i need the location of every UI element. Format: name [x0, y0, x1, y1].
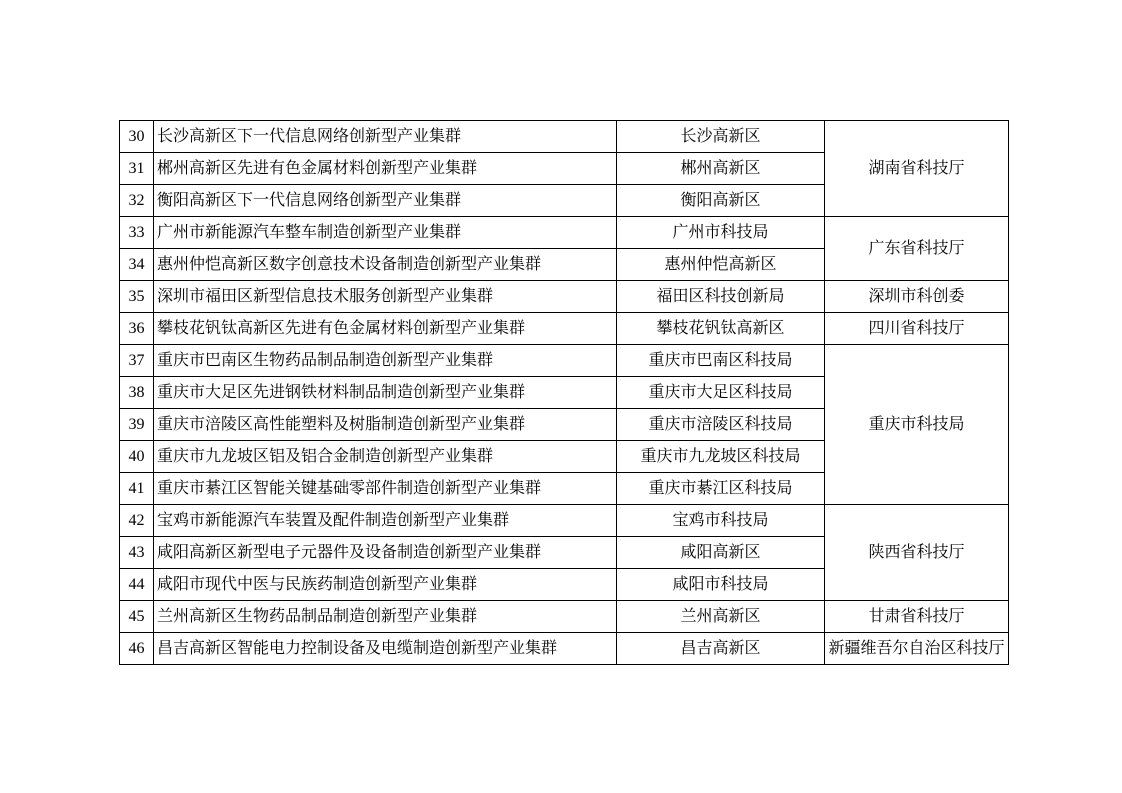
- recommending-unit: 惠州仲恺高新区: [617, 249, 825, 281]
- recommending-unit: 兰州高新区: [617, 601, 825, 633]
- row-number: 41: [120, 473, 154, 505]
- table-row: [120, 281, 1009, 313]
- department-cell: 重庆市科技局: [825, 345, 1009, 505]
- recommending-unit: 重庆市大足区科技局: [617, 377, 825, 409]
- row-number: 34: [120, 249, 154, 281]
- row-number: 45: [120, 601, 154, 633]
- row-number: 46: [120, 633, 154, 665]
- cluster-name: 攀枝花钒钛高新区先进有色金属材料创新型产业集群: [154, 313, 617, 345]
- department-cell: 四川省科技厅: [825, 313, 1009, 345]
- recommending-unit: 宝鸡市科技局: [617, 505, 825, 537]
- cluster-name: 宝鸡市新能源汽车装置及配件制造创新型产业集群: [154, 505, 617, 537]
- department-cell: 陕西省科技厅: [825, 505, 1009, 601]
- cluster-name: 昌吉高新区智能电力控制设备及电缆制造创新型产业集群: [154, 633, 617, 665]
- department-cell: 广东省科技厅: [825, 217, 1009, 281]
- row-number: 30: [120, 121, 154, 153]
- recommending-unit: 重庆市九龙坡区科技局: [617, 441, 825, 473]
- row-number: 38: [120, 377, 154, 409]
- cluster-name: 深圳市福田区新型信息技术服务创新型产业集群: [154, 281, 617, 313]
- recommending-unit: 衡阳高新区: [617, 185, 825, 217]
- row-number: 35: [120, 281, 154, 313]
- row-number: 42: [120, 505, 154, 537]
- row-number: 39: [120, 409, 154, 441]
- row-number: 40: [120, 441, 154, 473]
- table-row: [120, 217, 1009, 249]
- row-number: 37: [120, 345, 154, 377]
- row-number: 44: [120, 569, 154, 601]
- recommending-unit: 郴州高新区: [617, 153, 825, 185]
- cluster-name: 重庆市大足区先进钢铁材料制品制造创新型产业集群: [154, 377, 617, 409]
- department-cell: 湖南省科技厅: [825, 121, 1009, 217]
- department-cell: 深圳市科创委: [825, 281, 1009, 313]
- cluster-name: 兰州高新区生物药品制品制造创新型产业集群: [154, 601, 617, 633]
- recommending-unit: 广州市科技局: [617, 217, 825, 249]
- row-number: 36: [120, 313, 154, 345]
- row-number: 33: [120, 217, 154, 249]
- cluster-table: [119, 120, 1009, 665]
- department-cell: 甘肃省科技厅: [825, 601, 1009, 633]
- cluster-name: 重庆市涪陵区高性能塑料及树脂制造创新型产业集群: [154, 409, 617, 441]
- cluster-name: 咸阳市现代中医与民族药制造创新型产业集群: [154, 569, 617, 601]
- cluster-name: 重庆市綦江区智能关键基础零部件制造创新型产业集群: [154, 473, 617, 505]
- cluster-name: 长沙高新区下一代信息网络创新型产业集群: [154, 121, 617, 153]
- recommending-unit: 重庆市綦江区科技局: [617, 473, 825, 505]
- table-row: [120, 313, 1009, 345]
- table-row: [120, 121, 1009, 153]
- recommending-unit: 长沙高新区: [617, 121, 825, 153]
- table-row: [120, 601, 1009, 633]
- table-row: [120, 633, 1009, 665]
- recommending-unit: 昌吉高新区: [617, 633, 825, 665]
- cluster-name: 惠州仲恺高新区数字创意技术设备制造创新型产业集群: [154, 249, 617, 281]
- cluster-name: 广州市新能源汽车整车制造创新型产业集群: [154, 217, 617, 249]
- recommending-unit: 咸阳高新区: [617, 537, 825, 569]
- recommending-unit: 福田区科技创新局: [617, 281, 825, 313]
- row-number: 31: [120, 153, 154, 185]
- cluster-name: 重庆市巴南区生物药品制品制造创新型产业集群: [154, 345, 617, 377]
- table-row: [120, 505, 1009, 537]
- row-number: 32: [120, 185, 154, 217]
- cluster-name: 衡阳高新区下一代信息网络创新型产业集群: [154, 185, 617, 217]
- cluster-name: 咸阳高新区新型电子元器件及设备制造创新型产业集群: [154, 537, 617, 569]
- recommending-unit: 咸阳市科技局: [617, 569, 825, 601]
- department-cell: 新疆维吾尔自治区科技厅: [825, 633, 1009, 665]
- table-row: [120, 345, 1009, 377]
- recommending-unit: 攀枝花钒钛高新区: [617, 313, 825, 345]
- cluster-name: 重庆市九龙坡区铝及铝合金制造创新型产业集群: [154, 441, 617, 473]
- row-number: 43: [120, 537, 154, 569]
- recommending-unit: 重庆市涪陵区科技局: [617, 409, 825, 441]
- cluster-name: 郴州高新区先进有色金属材料创新型产业集群: [154, 153, 617, 185]
- recommending-unit: 重庆市巴南区科技局: [617, 345, 825, 377]
